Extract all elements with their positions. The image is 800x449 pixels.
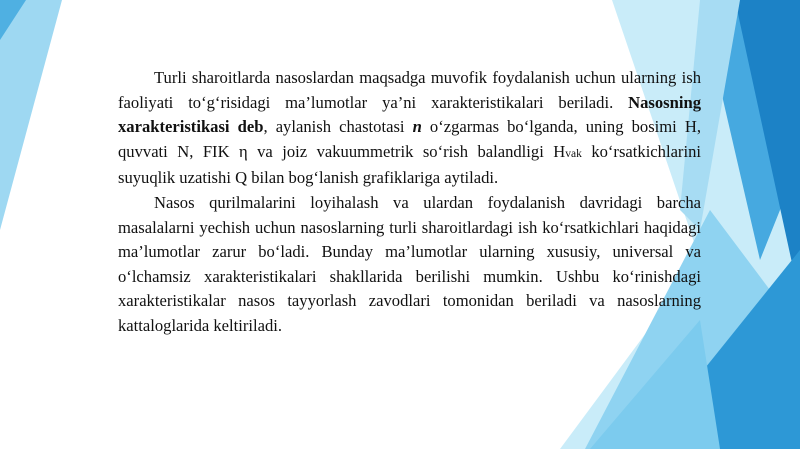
paragraph-1 [118,66,701,191]
paragraph-1-part1: Turli sharoitlarda nasoslardan maqsadga muvofik foydalanish uchun ularning ish faoliyati to‘g‘risidagi ma’lumotlar ya’ni xarakteristikalari beriladi. [118,68,701,112]
bold-term: Nasosning xarakteristikasi deb [118,92,701,137]
left-light-triangle [0,0,62,230]
paragraph-2 [118,191,701,339]
paragraph-2-text: Nasos qurilmalarini loyihalash va ulardan foydalanish davridagi barcha masalalarni yechish uchun nasoslarning turli sharoitlardagi ish ko‘rsatkichlari haqidagi ma’lumotlar zarur bo‘ladi. Bunday ma’lumotlar ularning xususiy, universal va o‘lchamsiz xarakteristikalari shakllarida berilishi mumkin. Ushbu ko‘rinishdagi xarakteristikalar nasos tayyorlash zavodlari tomonidan beriladi va nasoslarning kattaloglarida keltiriladi. [118,192,701,335]
paragraph-1-part3: o‘zgarmas bo‘lganda, uning bosimi H, quvvati N, FIK η va joiz vakuummetrik so‘rish balandligi H [118,117,701,161]
symbol-n: n [412,117,422,137]
subscript-vak: vak [565,147,582,160]
body-text [118,66,701,339]
paragraph-1-part4: ko‘rsatkichlarini suyuqlik uzatishi Q bilan bog‘lanish grafiklariga aytiladi. [118,141,701,188]
paragraph-1-part2: , aylanish chastotasi [263,117,413,137]
